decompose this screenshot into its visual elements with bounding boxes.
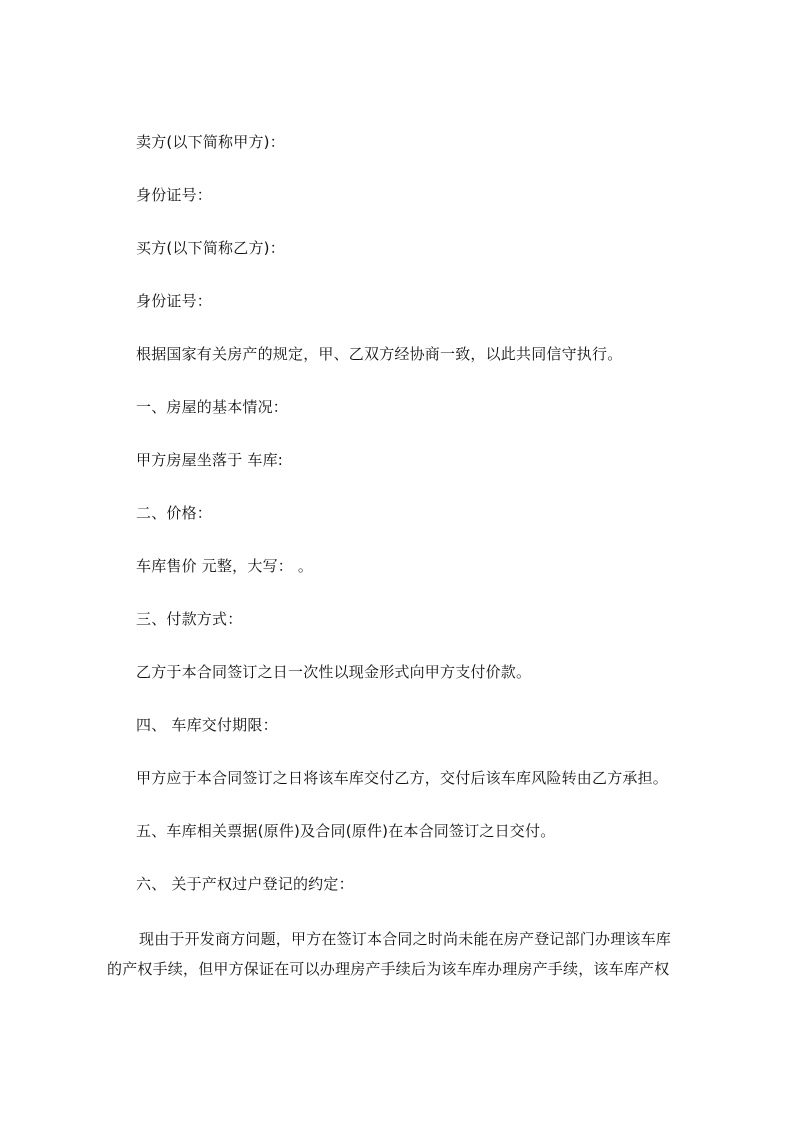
section-4-text: 甲方应于本合同签订之日将该车库交付乙方，交付后该车库风险转由乙方承担。 (136, 769, 669, 787)
section-3-heading: 三、付款方式： (136, 610, 243, 628)
section-1-text: 甲方房屋坐落于 车库: (136, 451, 284, 469)
paragraph-line-2: 的产权手续，但甲方保证在可以办理房产手续后为该车库办理房产手续，该车库产权 (107, 960, 670, 978)
section-6-paragraph (107, 924, 707, 984)
section-3-text: 乙方于本合同签订之日一次性以现金形式向甲方支付价款。 (136, 663, 532, 681)
section-5-text: 五、车库相关票据(原件)及合同(原件)在本合同签订之日交付。 (136, 822, 556, 840)
section-6-heading: 六、 关于产权过户登记的约定： (136, 875, 354, 893)
buyer-id-label: 身份证号： (136, 292, 213, 310)
seller-label: 卖方(以下简称甲方)： (136, 133, 285, 151)
section-1-heading: 一、房屋的基本情况： (136, 398, 289, 416)
buyer-label: 买方(以下简称乙方)： (136, 239, 285, 257)
section-4-heading: 四、 车库交付期限： (136, 716, 278, 734)
paragraph-line-1: 现由于开发商方问题，甲方在签订本合同之时尚未能在房产登记部门办理该车库 (139, 930, 672, 948)
section-2-text: 车库售价 元整，大写： 。 (136, 557, 314, 575)
preamble-text: 根据国家有关房产的规定，甲、乙双方经协商一致，以此共同信守执行。 (136, 345, 623, 363)
section-2-heading: 二、价格： (136, 504, 213, 522)
seller-id-label: 身份证号： (136, 186, 213, 204)
